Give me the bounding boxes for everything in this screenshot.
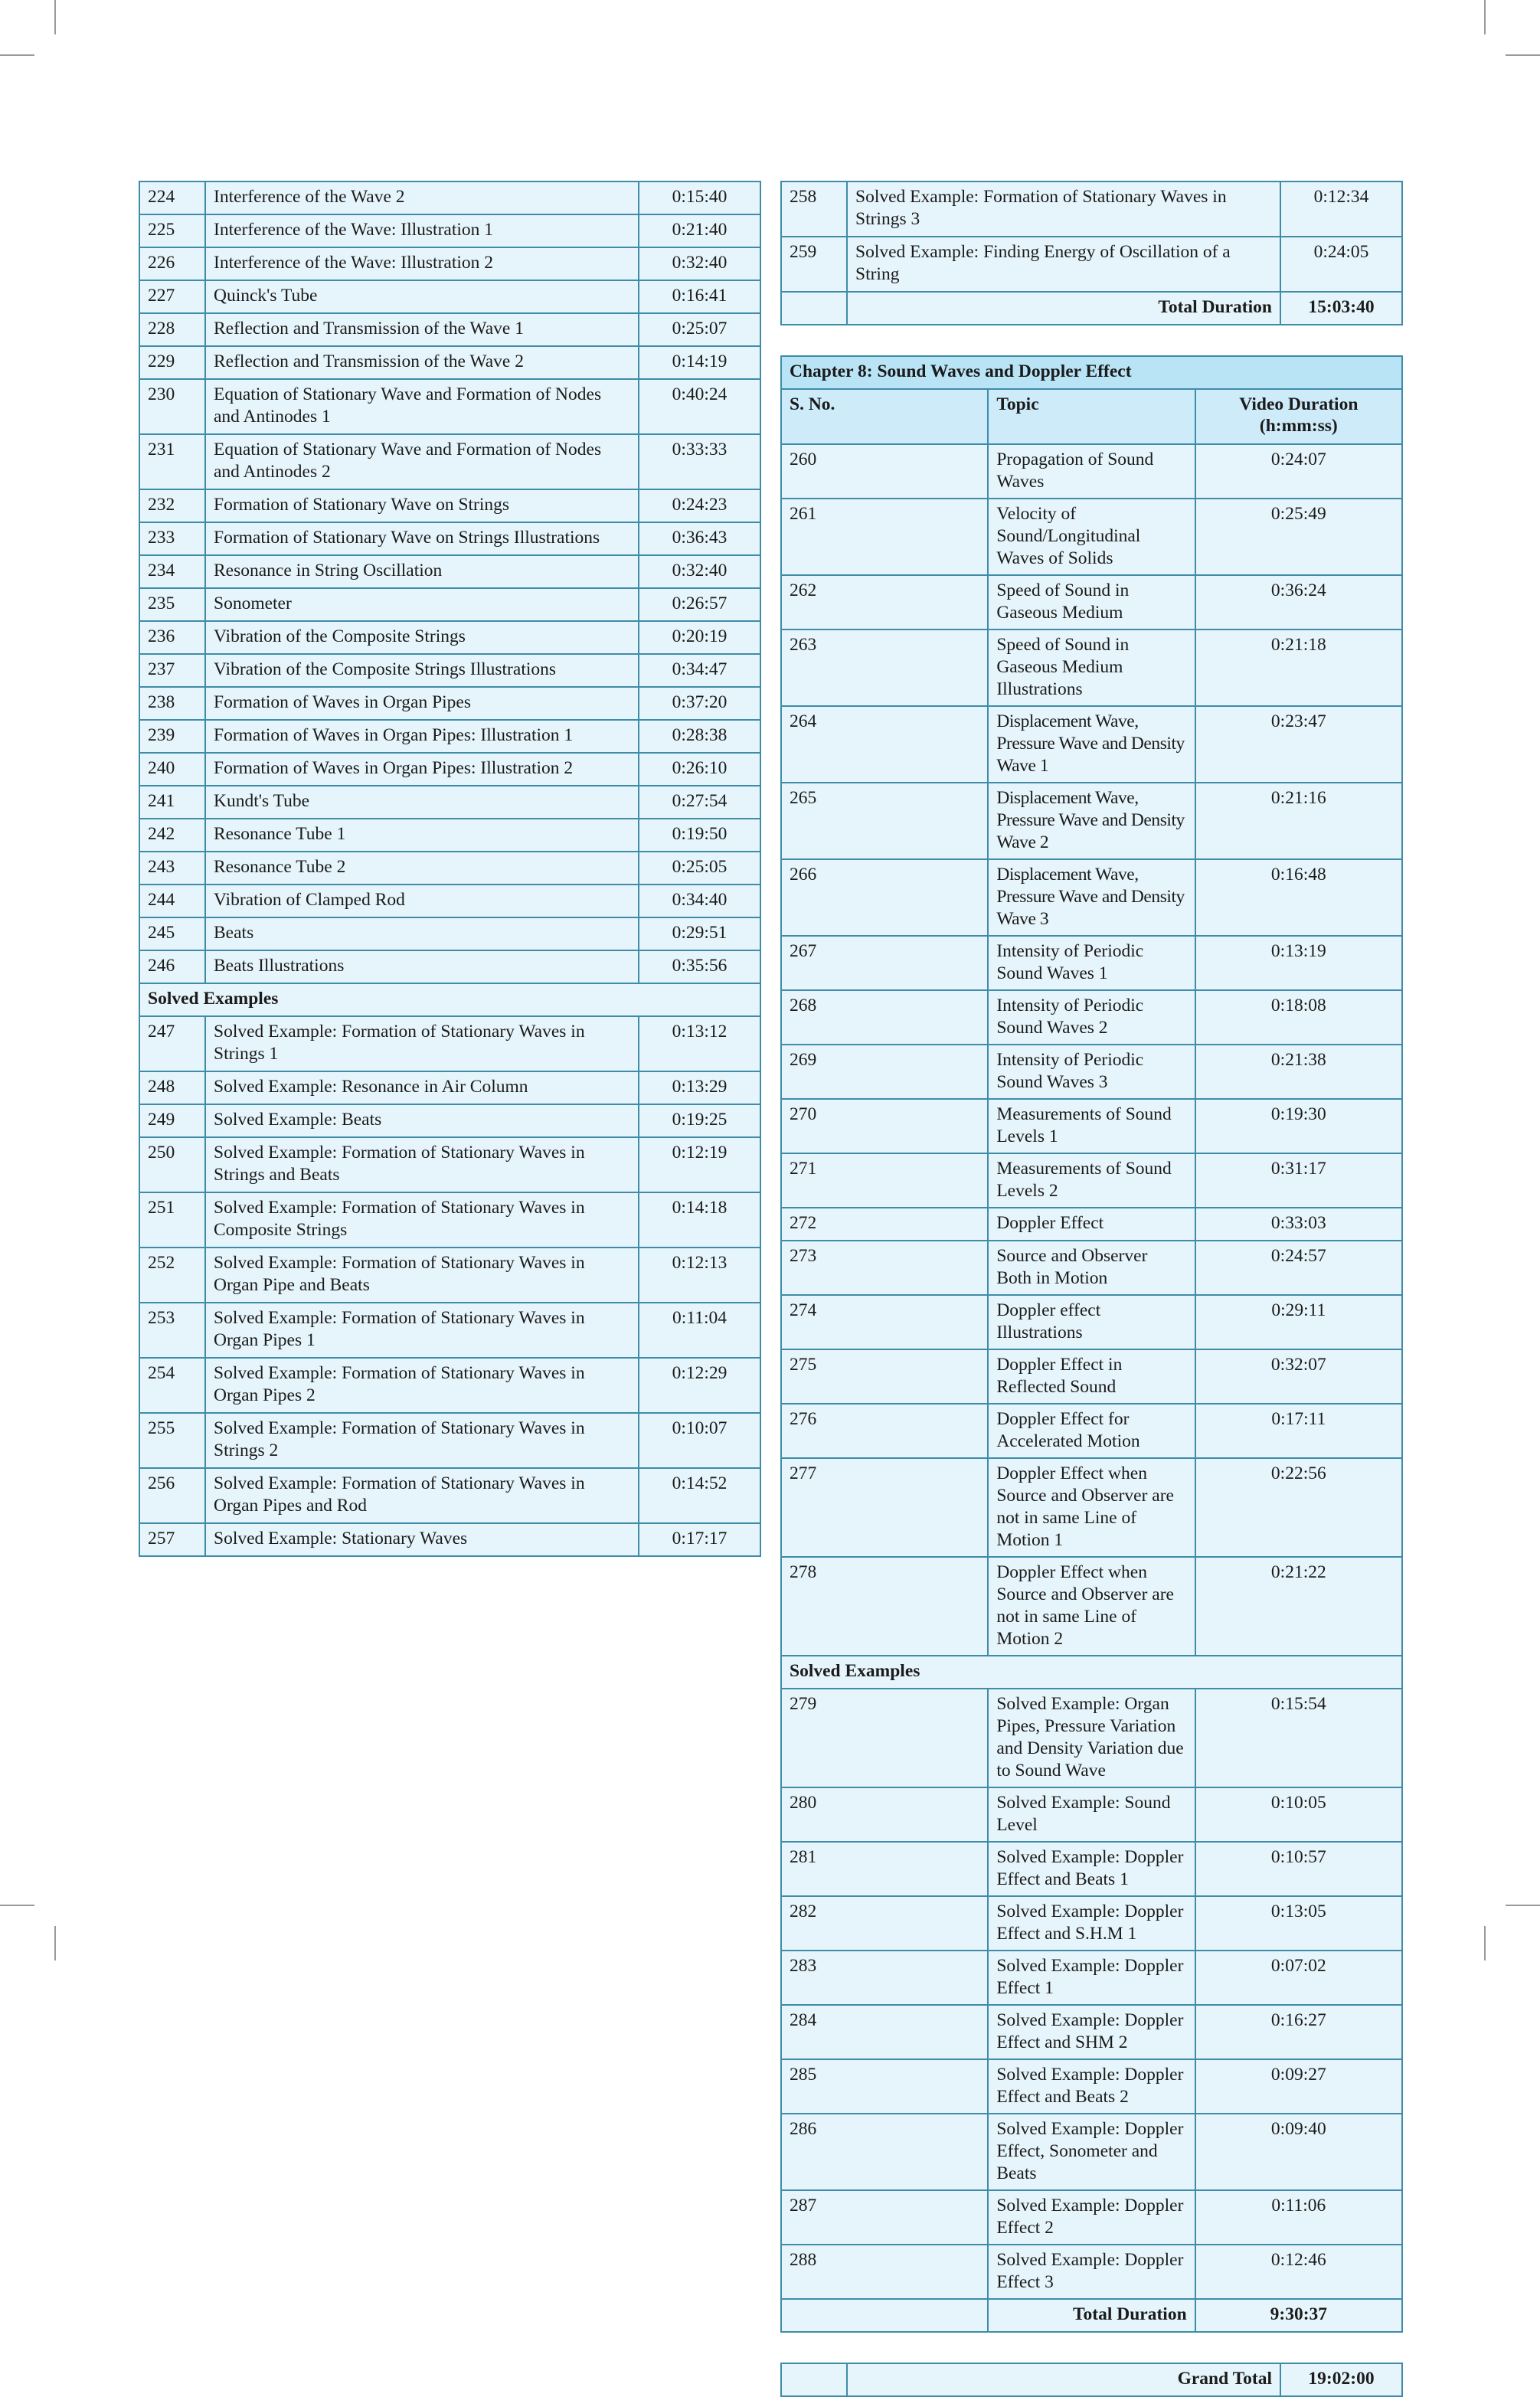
- video-duration: 0:10:07: [639, 1413, 760, 1468]
- table-row: [139, 885, 760, 917]
- topic-name: Doppler Effect in Reflected Sound: [988, 1349, 1195, 1404]
- video-duration: 0:34:47: [639, 654, 760, 687]
- video-duration: 0:33:03: [1195, 1208, 1402, 1241]
- serial-number: 259: [781, 237, 847, 292]
- topic-name: Doppler Effect: [988, 1208, 1195, 1241]
- video-duration: 0:16:41: [639, 280, 760, 313]
- table-row: [781, 1349, 1402, 1404]
- video-duration: 0:12:13: [639, 1248, 760, 1303]
- topic-name: Speed of Sound in Gaseous Medium Illustrations: [988, 629, 1195, 706]
- table-row: [139, 1192, 760, 1248]
- total-duration-label: Total Duration: [847, 292, 1280, 325]
- topic-name: Formation of Stationary Wave on Strings Illustrations: [205, 522, 639, 555]
- table-row: [781, 181, 1402, 237]
- video-duration: 0:21:38: [1195, 1045, 1402, 1099]
- table-row: [781, 1153, 1402, 1208]
- serial-number: 288: [781, 2245, 988, 2299]
- serial-number: 282: [781, 1896, 988, 1951]
- table-row: [139, 1523, 760, 1556]
- total-duration-value: 15:03:40: [1280, 292, 1402, 325]
- topic-name: Interference of the Wave: Illustration 1: [205, 214, 639, 247]
- table-row: [139, 434, 760, 489]
- table-row: [781, 990, 1402, 1045]
- video-duration: 0:32:07: [1195, 1349, 1402, 1404]
- video-duration: 0:26:57: [639, 588, 760, 621]
- topic-name: Solved Example: Organ Pipes, Pressure Variation and Density Variation due to Sound Wave: [988, 1689, 1195, 1787]
- empty-cell: [781, 2299, 988, 2332]
- serial-number: 269: [781, 1045, 988, 1099]
- video-duration: 0:11:06: [1195, 2190, 1402, 2245]
- serial-number: 231: [139, 434, 205, 489]
- video-duration: 0:14:18: [639, 1192, 760, 1248]
- total-row: [781, 292, 1402, 325]
- topic-name: Doppler Effect for Accelerated Motion: [988, 1404, 1195, 1458]
- left-column: [139, 181, 761, 1557]
- total-duration-label: Total Duration: [988, 2299, 1195, 2332]
- video-duration: 0:24:07: [1195, 444, 1402, 499]
- table-row: [781, 2059, 1402, 2114]
- topic-name: Doppler Effect when Source and Observer are not in same Line of Motion 2: [988, 1557, 1195, 1656]
- serial-number: 268: [781, 990, 988, 1045]
- table-row: [781, 2245, 1402, 2299]
- topic-name: Solved Example: Beats: [205, 1104, 639, 1137]
- table-row: [781, 1842, 1402, 1896]
- serial-number: 245: [139, 917, 205, 950]
- topic-name: Solved Example: Formation of Stationary Waves in Organ Pipes and Rod: [205, 1468, 639, 1523]
- crop-mark: [1484, 1926, 1486, 1960]
- table-row: [781, 2190, 1402, 2245]
- table-row: [781, 575, 1402, 629]
- serial-number: 287: [781, 2190, 988, 2245]
- video-duration: 0:32:40: [639, 247, 760, 280]
- empty-cell: [781, 292, 847, 325]
- topic-name: Formation of Waves in Organ Pipes: Illustration 2: [205, 753, 639, 786]
- video-duration: 0:29:51: [639, 917, 760, 950]
- topic-name: Interference of the Wave 2: [205, 181, 639, 214]
- video-duration: 0:11:04: [639, 1303, 760, 1358]
- table-row: [139, 720, 760, 753]
- topic-name: Solved Example: Formation of Stationary Waves in Strings and Beats: [205, 1137, 639, 1192]
- topic-name: Sonometer: [205, 588, 639, 621]
- table-row: [781, 2114, 1402, 2190]
- video-duration: 0:22:56: [1195, 1458, 1402, 1557]
- table-row: [139, 1303, 760, 1358]
- table-row: [139, 1468, 760, 1523]
- video-duration: 0:31:17: [1195, 1153, 1402, 1208]
- topic-name: Solved Example: Doppler Effect, Sonometer and Beats: [988, 2114, 1195, 2190]
- grand-total-value: 19:02:00: [1280, 2363, 1402, 2396]
- grand-total-row: [781, 2363, 1402, 2396]
- topic-name: Solved Example: Formation of Stationary Waves in Strings 2: [205, 1413, 639, 1468]
- chapter-title-row: [781, 356, 1402, 389]
- serial-number: 224: [139, 181, 205, 214]
- video-duration: 0:23:47: [1195, 706, 1402, 783]
- serial-number: 276: [781, 1404, 988, 1458]
- serial-number: 228: [139, 313, 205, 346]
- video-duration: 0:25:49: [1195, 499, 1402, 575]
- table-row: [139, 1071, 760, 1104]
- serial-number: 237: [139, 654, 205, 687]
- serial-number: 280: [781, 1787, 988, 1842]
- right-column: [780, 181, 1403, 2397]
- table-row: [781, 706, 1402, 783]
- topic-name: Reflection and Transmission of the Wave 2: [205, 346, 639, 379]
- topic-name: Measurements of Sound Levels 2: [988, 1153, 1195, 1208]
- video-duration: 0:19:50: [639, 819, 760, 852]
- video-duration: 0:35:56: [639, 950, 760, 983]
- video-duration: 0:13:19: [1195, 936, 1402, 990]
- table-row: [139, 917, 760, 950]
- video-duration: 0:25:05: [639, 852, 760, 885]
- table-row: [781, 1896, 1402, 1951]
- serial-number: 248: [139, 1071, 205, 1104]
- section-label: Solved Examples: [139, 983, 760, 1016]
- table-row: [781, 1689, 1402, 1787]
- total-row: [781, 2299, 1402, 2332]
- topic-name: Solved Example: Sound Level: [988, 1787, 1195, 1842]
- serial-number: 240: [139, 753, 205, 786]
- video-duration: 0:24:57: [1195, 1241, 1402, 1295]
- topic-name: Quinck's Tube: [205, 280, 639, 313]
- serial-number: 244: [139, 885, 205, 917]
- topic-name: Solved Example: Doppler Effect 1: [988, 1951, 1195, 2005]
- serial-number: 241: [139, 786, 205, 819]
- serial-number: 260: [781, 444, 988, 499]
- topic-name: Solved Example: Doppler Effect 3: [988, 2245, 1195, 2299]
- video-duration: 0:12:19: [639, 1137, 760, 1192]
- video-duration: 0:26:10: [639, 753, 760, 786]
- grand-total-label: Grand Total: [847, 2363, 1280, 2396]
- table-row: [781, 444, 1402, 499]
- serial-number: 250: [139, 1137, 205, 1192]
- serial-number: 234: [139, 555, 205, 588]
- serial-number: 286: [781, 2114, 988, 2190]
- table-row: [139, 588, 760, 621]
- serial-number: 275: [781, 1349, 988, 1404]
- table-row: [139, 1358, 760, 1413]
- video-duration: 0:21:18: [1195, 629, 1402, 706]
- video-duration: 0:13:12: [639, 1016, 760, 1071]
- table-row: [139, 1137, 760, 1192]
- video-duration: 0:19:30: [1195, 1099, 1402, 1153]
- video-duration: 0:10:57: [1195, 1842, 1402, 1896]
- topic-name: Resonance Tube 1: [205, 819, 639, 852]
- video-duration: 0:16:48: [1195, 859, 1402, 936]
- table-row: [139, 1016, 760, 1071]
- video-duration: 0:10:05: [1195, 1787, 1402, 1842]
- topic-name: Beats: [205, 917, 639, 950]
- column-header-sno: S. No.: [781, 389, 988, 444]
- crop-mark: [0, 54, 34, 56]
- topic-name: Resonance in String Oscillation: [205, 555, 639, 588]
- table-row: [139, 1248, 760, 1303]
- topic-name: Solved Example: Doppler Effect and S.H.M 1: [988, 1896, 1195, 1951]
- serial-number: 267: [781, 936, 988, 990]
- table-row: [781, 1404, 1402, 1458]
- video-duration: 0:12:34: [1280, 181, 1402, 237]
- topic-name: Solved Example: Formation of Stationary Waves in Strings 1: [205, 1016, 639, 1071]
- serial-number: 284: [781, 2005, 988, 2059]
- serial-number: 229: [139, 346, 205, 379]
- serial-number: 283: [781, 1951, 988, 2005]
- table-row: [139, 346, 760, 379]
- table-row: [139, 654, 760, 687]
- table-row: [781, 936, 1402, 990]
- table-row: [139, 313, 760, 346]
- table-row: [139, 379, 760, 434]
- topic-name: Intensity of Periodic Sound Waves 2: [988, 990, 1195, 1045]
- serial-number: 272: [781, 1208, 988, 1241]
- crop-mark: [54, 1926, 56, 1960]
- topic-name: Solved Example: Formation of Stationary Waves in Organ Pipes 2: [205, 1358, 639, 1413]
- serial-number: 246: [139, 950, 205, 983]
- serial-number: 227: [139, 280, 205, 313]
- serial-number: 279: [781, 1689, 988, 1787]
- topic-name: Doppler effect Illustrations: [988, 1295, 1195, 1349]
- topics-table-chapter-7-end: [780, 181, 1403, 325]
- topic-name: Equation of Stationary Wave and Formation of Nodes and Antinodes 2: [205, 434, 639, 489]
- video-duration: 0:36:43: [639, 522, 760, 555]
- topic-name: Solved Example: Formation of Stationary Waves in Strings 3: [847, 181, 1280, 237]
- video-duration: 0:18:08: [1195, 990, 1402, 1045]
- serial-number: 254: [139, 1358, 205, 1413]
- video-duration: 0:20:19: [639, 621, 760, 654]
- table-row: [781, 859, 1402, 936]
- serial-number: 252: [139, 1248, 205, 1303]
- topic-name: Displacement Wave, Pressure Wave and Density Wave 3: [988, 859, 1195, 936]
- serial-number: 264: [781, 706, 988, 783]
- table-row: [781, 1951, 1402, 2005]
- serial-number: 270: [781, 1099, 988, 1153]
- column-header-topic: Topic: [988, 389, 1195, 444]
- topic-name: Vibration of the Composite Strings: [205, 621, 639, 654]
- topic-name: Measurements of Sound Levels 1: [988, 1099, 1195, 1153]
- video-duration: 0:21:16: [1195, 783, 1402, 859]
- video-duration: 0:32:40: [639, 555, 760, 588]
- table-row: [139, 1104, 760, 1137]
- table-row: [139, 621, 760, 654]
- table-row: [139, 687, 760, 720]
- serial-number: 285: [781, 2059, 988, 2114]
- video-duration: 0:34:40: [639, 885, 760, 917]
- topic-name: Solved Example: Formation of Stationary Waves in Organ Pipe and Beats: [205, 1248, 639, 1303]
- table-row: [781, 1045, 1402, 1099]
- topic-name: Formation of Waves in Organ Pipes: [205, 687, 639, 720]
- serial-number: 263: [781, 629, 988, 706]
- serial-number: 232: [139, 489, 205, 522]
- topic-name: Beats Illustrations: [205, 950, 639, 983]
- serial-number: 261: [781, 499, 988, 575]
- topic-name: Source and Observer Both in Motion: [988, 1241, 1195, 1295]
- serial-number: 256: [139, 1468, 205, 1523]
- video-duration: 0:15:54: [1195, 1689, 1402, 1787]
- video-duration: 0:12:46: [1195, 2245, 1402, 2299]
- video-duration: 0:40:24: [639, 379, 760, 434]
- table-row: [781, 1241, 1402, 1295]
- topic-name: Displacement Wave, Pressure Wave and Density Wave 2: [988, 783, 1195, 859]
- section-row: [781, 1656, 1402, 1689]
- topic-name: Equation of Stationary Wave and Formation of Nodes and Antinodes 1: [205, 379, 639, 434]
- video-duration: 0:09:27: [1195, 2059, 1402, 2114]
- video-duration: 0:16:27: [1195, 2005, 1402, 2059]
- topic-name: Solved Example: Doppler Effect and SHM 2: [988, 2005, 1195, 2059]
- crop-mark: [0, 1905, 34, 1906]
- serial-number: 262: [781, 575, 988, 629]
- table-row: [781, 1458, 1402, 1557]
- serial-number: 225: [139, 214, 205, 247]
- crop-mark: [1506, 54, 1540, 56]
- topic-name: Formation of Stationary Wave on Strings: [205, 489, 639, 522]
- table-row: [139, 555, 760, 588]
- serial-number: 226: [139, 247, 205, 280]
- video-duration: 0:19:25: [639, 1104, 760, 1137]
- table-row: [139, 522, 760, 555]
- video-duration: 0:07:02: [1195, 1951, 1402, 2005]
- table-row: [139, 753, 760, 786]
- serial-number: 255: [139, 1413, 205, 1468]
- table-row: [139, 247, 760, 280]
- topic-name: Formation of Waves in Organ Pipes: Illustration 1: [205, 720, 639, 753]
- video-duration: 0:15:40: [639, 181, 760, 214]
- table-row: [781, 1208, 1402, 1241]
- topic-name: Solved Example: Doppler Effect and Beats 2: [988, 2059, 1195, 2114]
- topic-name: Intensity of Periodic Sound Waves 1: [988, 936, 1195, 990]
- section-label: Solved Examples: [781, 1656, 1402, 1689]
- table-row: [139, 181, 760, 214]
- video-duration: 0:27:54: [639, 786, 760, 819]
- video-duration: 0:37:20: [639, 687, 760, 720]
- serial-number: 251: [139, 1192, 205, 1248]
- serial-number: 257: [139, 1523, 205, 1556]
- crop-mark: [1484, 0, 1486, 34]
- topic-name: Speed of Sound in Gaseous Medium: [988, 575, 1195, 629]
- table-row: [781, 1099, 1402, 1153]
- serial-number: 273: [781, 1241, 988, 1295]
- video-duration: 0:29:11: [1195, 1295, 1402, 1349]
- serial-number: 271: [781, 1153, 988, 1208]
- video-duration: 0:12:29: [639, 1358, 760, 1413]
- topic-name: Solved Example: Resonance in Air Column: [205, 1071, 639, 1104]
- column-header-duration: Video Duration (h:mm:ss): [1195, 389, 1402, 444]
- topic-name: Solved Example: Doppler Effect and Beats 1: [988, 1842, 1195, 1896]
- topic-name: Velocity of Sound/Longitudinal Waves of Solids: [988, 499, 1195, 575]
- video-duration: 0:24:05: [1280, 237, 1402, 292]
- video-duration: 0:33:33: [639, 434, 760, 489]
- topic-name: Kundt's Tube: [205, 786, 639, 819]
- serial-number: 265: [781, 783, 988, 859]
- serial-number: 230: [139, 379, 205, 434]
- topic-name: Solved Example: Formation of Stationary Waves in Organ Pipes 1: [205, 1303, 639, 1358]
- table-row: [139, 819, 760, 852]
- serial-number: 233: [139, 522, 205, 555]
- video-duration: 0:36:24: [1195, 575, 1402, 629]
- table-row: [781, 2005, 1402, 2059]
- serial-number: 266: [781, 859, 988, 936]
- serial-number: 253: [139, 1303, 205, 1358]
- topic-name: Doppler Effect when Source and Observer are not in same Line of Motion 1: [988, 1458, 1195, 1557]
- chapter-8-table: [780, 355, 1403, 2333]
- serial-number: 274: [781, 1295, 988, 1349]
- video-duration: 0:09:40: [1195, 2114, 1402, 2190]
- topic-name: Resonance Tube 2: [205, 852, 639, 885]
- table-row: [781, 1295, 1402, 1349]
- topic-name: Displacement Wave, Pressure Wave and Density Wave 1: [988, 706, 1195, 783]
- video-duration: 0:25:07: [639, 313, 760, 346]
- video-duration: 0:14:52: [639, 1468, 760, 1523]
- video-duration: 0:17:17: [639, 1523, 760, 1556]
- serial-number: 243: [139, 852, 205, 885]
- serial-number: 277: [781, 1458, 988, 1557]
- table-row: [139, 214, 760, 247]
- serial-number: 238: [139, 687, 205, 720]
- serial-number: 278: [781, 1557, 988, 1656]
- serial-number: 247: [139, 1016, 205, 1071]
- table-row: [781, 1557, 1402, 1656]
- video-duration: 0:28:38: [639, 720, 760, 753]
- serial-number: 258: [781, 181, 847, 237]
- table-row: [139, 280, 760, 313]
- serial-number: 236: [139, 621, 205, 654]
- video-duration: 0:13:05: [1195, 1896, 1402, 1951]
- table-row: [781, 237, 1402, 292]
- video-duration: 0:24:23: [639, 489, 760, 522]
- serial-number: 235: [139, 588, 205, 621]
- crop-mark: [54, 0, 56, 34]
- video-duration: 0:21:40: [639, 214, 760, 247]
- table-row: [781, 629, 1402, 706]
- topic-name: Interference of the Wave: Illustration 2: [205, 247, 639, 280]
- video-duration: 0:14:19: [639, 346, 760, 379]
- topic-name: Solved Example: Stationary Waves: [205, 1523, 639, 1556]
- topic-name: Reflection and Transmission of the Wave 1: [205, 313, 639, 346]
- serial-number: 242: [139, 819, 205, 852]
- topic-name: Vibration of the Composite Strings Illustrations: [205, 654, 639, 687]
- column-header-row: [781, 389, 1402, 444]
- topic-name: Solved Example: Doppler Effect 2: [988, 2190, 1195, 2245]
- crop-mark: [1506, 1905, 1540, 1906]
- table-row: [139, 1413, 760, 1468]
- topics-table-chapter-7-continued: [139, 181, 761, 1557]
- serial-number: 239: [139, 720, 205, 753]
- topic-name: Intensity of Periodic Sound Waves 3: [988, 1045, 1195, 1099]
- topic-name: Propagation of Sound Waves: [988, 444, 1195, 499]
- section-row: [139, 983, 760, 1016]
- table-row: [139, 786, 760, 819]
- table-row: [139, 852, 760, 885]
- empty-cell: [781, 2363, 847, 2396]
- serial-number: 249: [139, 1104, 205, 1137]
- table-row: [781, 1787, 1402, 1842]
- topic-name: Solved Example: Formation of Stationary Waves in Composite Strings: [205, 1192, 639, 1248]
- grand-total-table: [780, 2363, 1403, 2397]
- topic-name: Vibration of Clamped Rod: [205, 885, 639, 917]
- chapter-title: Chapter 8: Sound Waves and Doppler Effect: [781, 356, 1402, 389]
- video-duration: 0:17:11: [1195, 1404, 1402, 1458]
- table-row: [781, 499, 1402, 575]
- video-duration: 0:13:29: [639, 1071, 760, 1104]
- table-row: [139, 950, 760, 983]
- total-duration-value: 9:30:37: [1195, 2299, 1402, 2332]
- table-row: [781, 783, 1402, 859]
- serial-number: 281: [781, 1842, 988, 1896]
- table-row: [139, 489, 760, 522]
- topic-name: Solved Example: Finding Energy of Oscillation of a String: [847, 237, 1280, 292]
- video-duration: 0:21:22: [1195, 1557, 1402, 1656]
